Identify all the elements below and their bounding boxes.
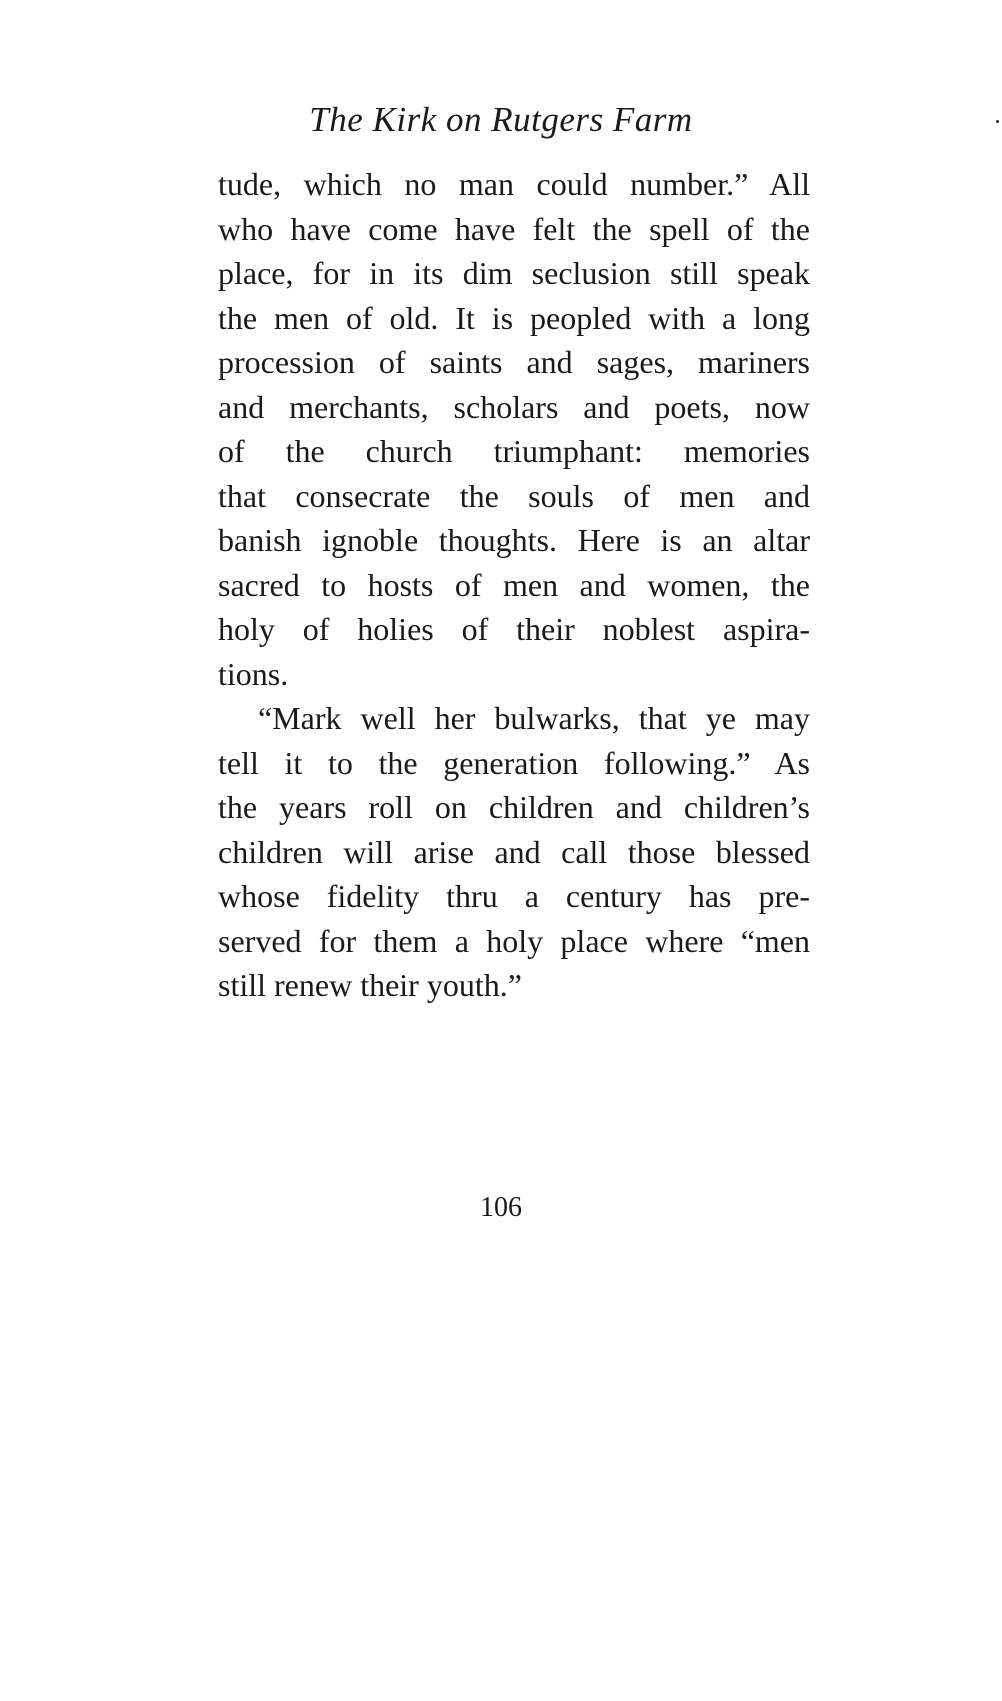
text-line: tell it to the generation following.” As [218, 744, 810, 781]
text-line: “Mark well her bulwarks, that ye may [258, 700, 810, 736]
text-line: who have come have felt the spell of the [218, 210, 810, 247]
text-line: tions. [218, 655, 289, 692]
text-line: children will arise and call those blessed [218, 833, 810, 870]
running-head: The Kirk on Rutgers Farm [309, 100, 693, 139]
text-line: the men of old. It is peopled with a long [218, 299, 810, 336]
text-line: that consecrate the souls of men and [218, 477, 810, 514]
text-line: banish ignoble thoughts. Here is an altar [218, 522, 810, 558]
text-line: holy of holies of their noblest aspira- [218, 611, 810, 647]
text-line: and merchants, scholars and poets, now [218, 388, 810, 425]
text-line: place, for in its dim seclusion still speak [218, 255, 810, 291]
page-number: 106 [480, 1192, 522, 1223]
text-line: of the church triumphant: memories [218, 433, 810, 469]
paragraph-2 [218, 696, 810, 1008]
text-line: sacred to hosts of men and women, the [218, 566, 810, 603]
text-line: still renew their youth.” [218, 967, 522, 1003]
body-text [218, 162, 810, 1008]
text-line: procession of saints and sages, mariners [218, 344, 810, 380]
text-line: served for them a holy place where “men [218, 922, 810, 959]
text-line: whose fidelity thru a century has pre- [218, 878, 810, 914]
stray-ink-mark [996, 120, 999, 123]
paragraph-1 [218, 162, 810, 696]
text-line: tude, which no man could number.” All [218, 166, 810, 202]
text-line: the years roll on children and children’s [218, 789, 810, 825]
